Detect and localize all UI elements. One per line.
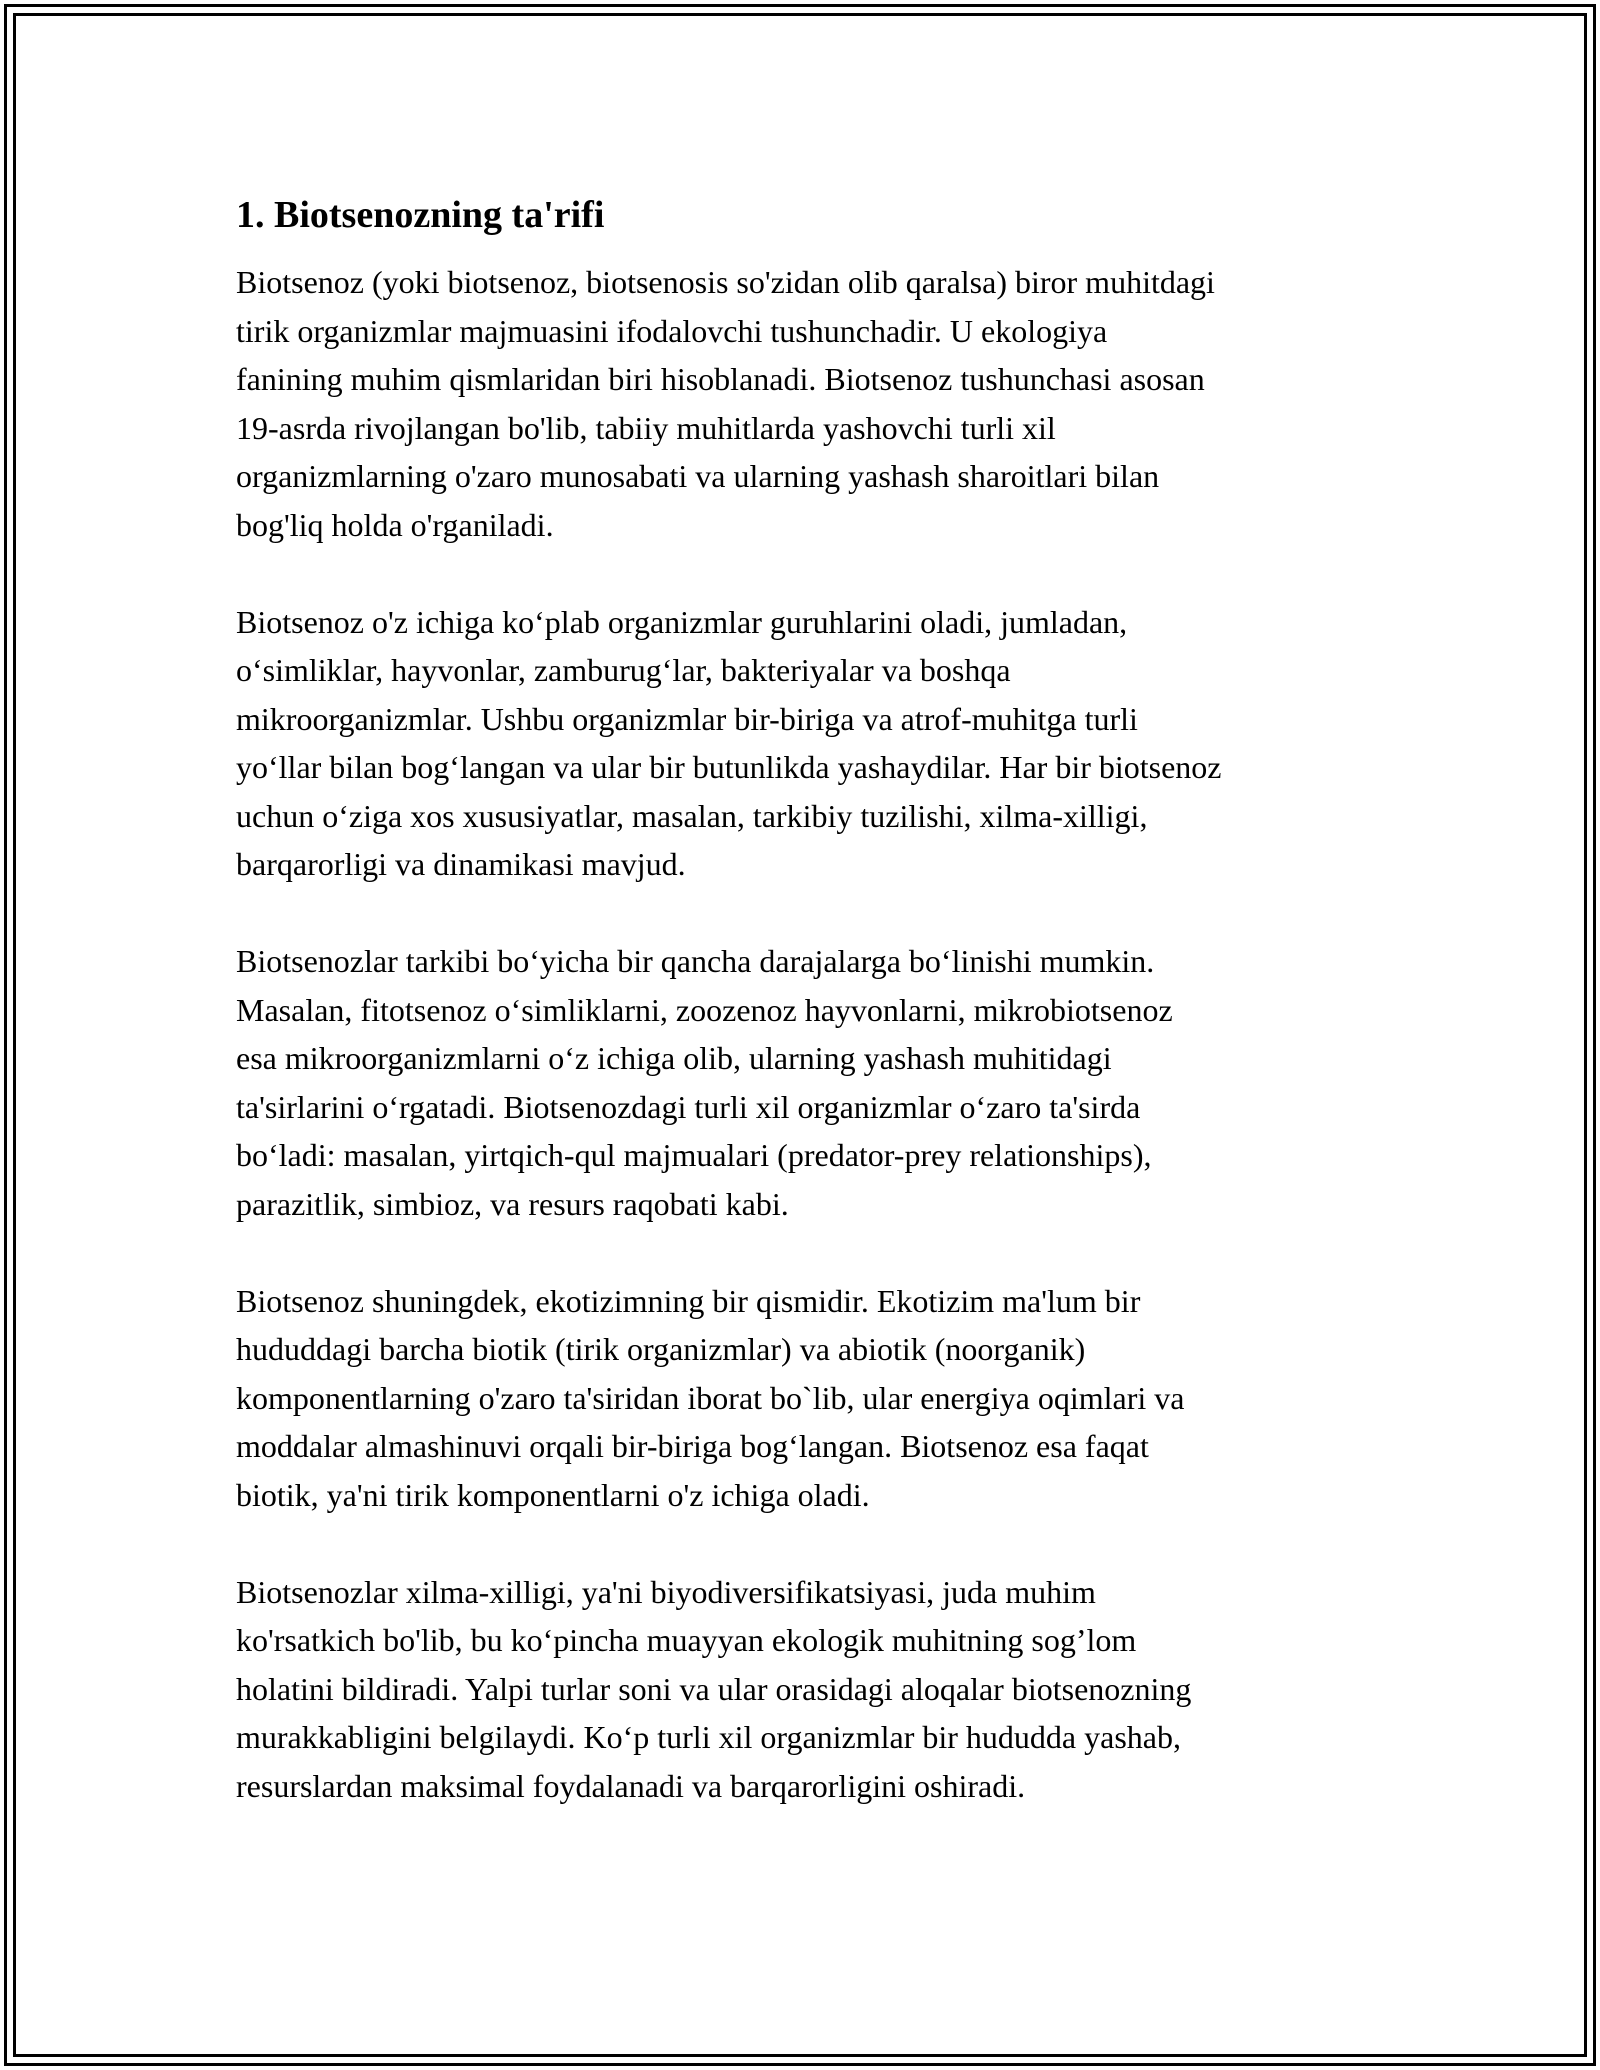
paragraph-4: Biotsenoz shuningdek, ekotizimning bir qismidir. Ekotizim ma'lum bir hududdagi barcha biotik (tirik organizmlar) va abiotik (noorganik) komponentlarning o'zaro ta'siridan iborat bo`lib, ular energiya oqimlari va moddalar almashinuvi orqali bir-biriga bog‘langan. Biotsenoz esa faqat biotik, ya'ni tirik komponentlarni o'z ichiga oladi. — [236, 1282, 1185, 1513]
section-heading: 1. Biotsenozning ta'rifi — [236, 194, 605, 236]
paragraph-5: Biotsenozlar xilma-xilligi, ya'ni biyodiversifikatsiyasi, juda muhim ko'rsatkich bo'lib, bu ko‘pincha muayyan ekologik muhitning sog’lom holatini bildiradi. Yalpi turlar soni va ular orasidagi aloqalar biotsenozning murakkabligini belgilaydi. Ko‘p turli xil organizmlar bir hududda yashab, resurslardan maksimal foydalanadi va barqarorligini oshiradi. — [236, 1573, 1192, 1804]
paragraph-1: Biotsenoz (yoki biotsenoz, biotsenosis so'zidan olib qaralsa) biror muhitdagi tirik organizmlar majmuasini ifodalovchi tushunchadir. U ekologiya fanining muhim qismlaridan biri hisoblanadi. Biotsenoz tushunchasi asosan 19-asrda rivojlangan bo'lib, tabiiy muhitlarda yashovchi turli xil organizmlarning o'zaro munosabati va ularning yashash sharoitlari bilan bog'liq holda o'rganiladi. — [236, 264, 1215, 543]
paragraph-3: Biotsenozlar tarkibi bo‘yicha bir qancha darajalarga bo‘linishi mumkin. Masalan, fitotsenoz o‘simliklarni, zoozenoz hayvonlarni, mikrobiotsenoz esa mikroorganizmlarni o‘z ichiga olib, ularning yashash muhitidagi ta'sirlarini o‘rgatadi. Biotsenozdagi turli xil organizmlar o‘zaro ta'sirda bo‘ladi: masalan, yirtqich-qul majmualari (predator-prey relationships), parazitlik, simbioz, va resurs raqobati kabi. — [236, 943, 1173, 1222]
paragraph-2: Biotsenoz o'z ichiga ko‘plab organizmlar guruhlarini oladi, jumladan, o‘simliklar, hayvonlar, zamburug‘lar, bakteriyalar va boshqa mikroorganizmlar. Ushbu organizmlar bir-biriga va atrof-muhitga turli yo‘llar bilan bog‘langan va ular bir butunlikda yashaydilar. Har bir biotsenoz uchun o‘ziga xos xususiyatlar, masalan, tarkibiy tuzilishi, xilma-xilligi, barqarorligi va dinamikasi mavjud. — [236, 603, 1222, 882]
document-body — [236, 190, 1376, 1859]
